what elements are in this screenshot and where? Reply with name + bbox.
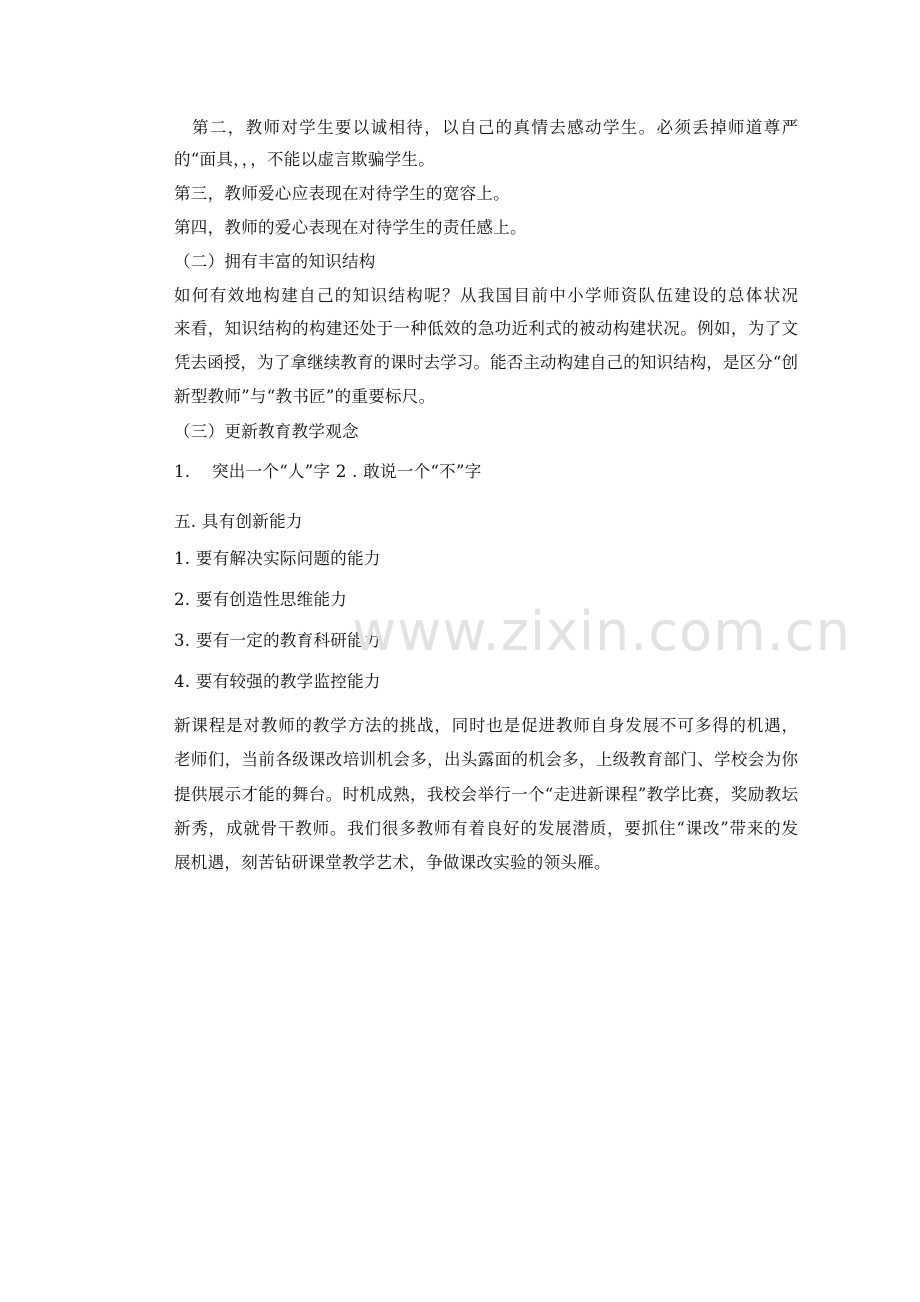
paragraph-two-line-1: 第二，教师对学生要以诚相待，以自己的真情去感动学生。必须丢掉师道尊严 <box>192 118 798 137</box>
knowledge-paragraph-line-2: 来看，知识结构的构建还处于一种低效的急功近利式的被动构建状况。例如，为了文 <box>174 319 798 338</box>
innovation-item: 4. 要有较强的教学监控能力 <box>174 672 381 691</box>
heading-knowledge-structure: （二）拥有丰富的知识结构 <box>174 252 376 271</box>
watermark: www.zixin.com.cn <box>352 600 851 663</box>
closing-paragraph-line-2: 老师们，当前各级课改培训机会多，出头露面的机会多，上级教育部门、学校会为你 <box>174 750 798 769</box>
heading-innovation-ability: 五. 具有创新能力 <box>174 512 303 531</box>
concept-item-number: 1. <box>174 462 191 481</box>
knowledge-paragraph-line-3: 凭去函授，为了拿继续教育的课时去学习。能否主动构建自己的知识结构，是区分“创 <box>174 353 798 372</box>
paragraph-four: 第四，教师的爱心表现在对待学生的责任感上。 <box>174 218 527 237</box>
concept-items: 突出一个“人”字 2 . 敢说一个“不”字 <box>212 462 482 481</box>
closing-paragraph-line-3: 提供展示才能的舞台。时机成熟，我校会举行一个“走进新课程”教学比赛，奖励教坛 <box>174 785 798 804</box>
heading-teaching-concept: （三）更新教育教学观念 <box>174 422 359 441</box>
closing-paragraph-line-1: 新课程是对教师的教学方法的挑战，同时也是促进教师自身发展不可多得的机遇， <box>174 716 798 735</box>
paragraph-two-line-2: 的“面具，，，不能以虚言欺骗学生。 <box>174 150 436 169</box>
innovation-item: 3. 要有一定的教育科研能力 <box>174 631 381 650</box>
closing-paragraph-line-5: 展机遇，刻苦钻研课堂教学艺术，争做课改实验的领头雁。 <box>174 853 611 872</box>
knowledge-paragraph-line-1: 如何有效地构建自己的知识结构呢？从我国目前中小学师资队伍建设的总体状况 <box>174 286 798 305</box>
innovation-item: 2. 要有创造性思维能力 <box>174 590 348 609</box>
paragraph-three: 第三，教师爱心应表现在对待学生的宽容上。 <box>174 184 510 203</box>
innovation-item: 1. 要有解决实际问题的能力 <box>174 549 381 568</box>
knowledge-paragraph-line-4: 新型教师”与“教书匠”的重要标尺。 <box>174 387 436 406</box>
closing-paragraph-line-4: 新秀，成就骨干教师。我们很多教师有着良好的发展潜质，要抓住“课改”带来的发 <box>174 819 798 838</box>
